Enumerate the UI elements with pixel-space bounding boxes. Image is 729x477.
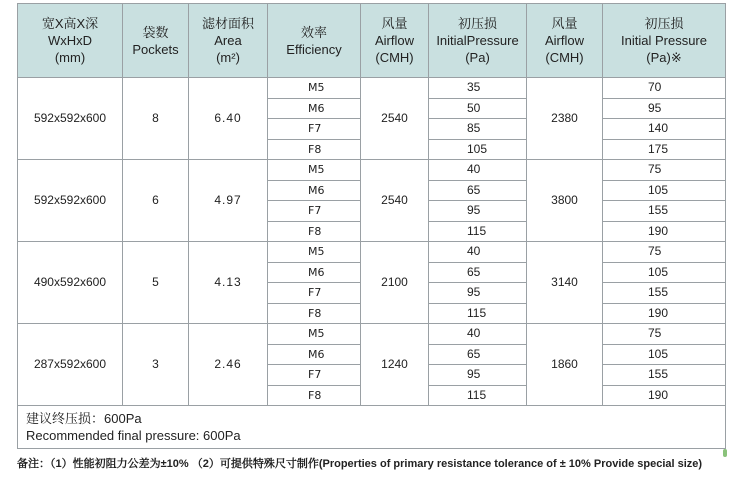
- airflow-cell: 1860: [527, 324, 603, 406]
- efficiency-cell: F7: [268, 201, 361, 222]
- initial-pressure-cell: 65: [429, 262, 527, 283]
- initial-pressure-cell: 190: [603, 303, 726, 324]
- header-line: Pockets: [132, 41, 179, 57]
- initial-pressure-cell: 35: [429, 78, 527, 99]
- pockets-cell: 5: [123, 242, 189, 324]
- initial-pressure-cell: 40: [429, 160, 527, 181]
- initial-pressure-cell: 115: [429, 221, 527, 242]
- footnote: 备注：（1）性能初阻力公差为±10% （2）可提供特殊尺寸制作(Properties of primary resistance tolerance of ± 10% Provide special size): [17, 458, 703, 470]
- col-size-header: [18, 4, 123, 78]
- area-cell: 4.97: [189, 160, 268, 242]
- initial-pressure-cell: 40: [429, 242, 527, 263]
- efficiency-cell: M5: [268, 324, 361, 345]
- size-cell: 490x592x600: [18, 242, 123, 324]
- airflow-cell: 3800: [527, 160, 603, 242]
- table-row: [18, 160, 726, 181]
- recommended-pressure-note: [18, 406, 726, 449]
- pockets-cell: 3: [123, 324, 189, 406]
- note-row: [18, 406, 726, 449]
- size-cell: 592x592x600: [18, 78, 123, 160]
- efficiency-cell: F7: [268, 365, 361, 386]
- col-initial-pressure-2-header: [603, 4, 726, 78]
- airflow-cell: 2540: [361, 160, 429, 242]
- header-line: Airflow: [374, 33, 414, 48]
- efficiency-cell: F8: [268, 385, 361, 406]
- table-row: [18, 324, 726, 345]
- initial-pressure-cell: 95: [429, 201, 527, 222]
- initial-pressure-cell: 65: [429, 344, 527, 365]
- header-line: (CMH): [375, 50, 414, 65]
- area-cell: 4.13: [189, 242, 268, 324]
- initial-pressure-cell: 75: [603, 160, 726, 181]
- initial-pressure-cell: 70: [603, 78, 726, 99]
- note-line-cn: 建议终压损：600Pa: [26, 411, 142, 426]
- header-line: 滤材面积: [201, 16, 254, 31]
- header-line: 宽X高X深: [41, 16, 99, 31]
- col-airflow-2-header: [527, 4, 603, 78]
- table-row: [18, 78, 726, 99]
- filter-spec-table: [17, 3, 726, 449]
- initial-pressure-cell: 155: [603, 201, 726, 222]
- initial-pressure-cell: 65: [429, 180, 527, 201]
- efficiency-cell: M5: [268, 160, 361, 181]
- header-line: (Pa)※: [646, 50, 682, 65]
- initial-pressure-cell: 140: [603, 119, 726, 140]
- size-cell: 287x592x600: [18, 324, 123, 406]
- initial-pressure-cell: 105: [603, 344, 726, 365]
- area-cell: 6.40: [189, 78, 268, 160]
- area-cell: 2.46: [189, 324, 268, 406]
- pockets-cell: 8: [123, 78, 189, 160]
- header-line: (m²): [216, 50, 240, 65]
- header-line: (mm): [54, 50, 86, 65]
- header-line: 初压损: [457, 16, 497, 31]
- airflow-cell: 1240: [361, 324, 429, 406]
- table-body: [18, 78, 726, 406]
- header-line: Initial Pressure: [621, 33, 707, 48]
- header-line: WxHxD: [47, 33, 93, 48]
- initial-pressure-cell: 155: [603, 365, 726, 386]
- initial-pressure-cell: 175: [603, 139, 726, 160]
- header-line: 初压损: [644, 16, 684, 31]
- efficiency-cell: M6: [268, 98, 361, 119]
- note-line-en: Recommended final pressure: 600Pa: [26, 428, 241, 443]
- initial-pressure-cell: 75: [603, 242, 726, 263]
- initial-pressure-cell: 95: [429, 283, 527, 304]
- initial-pressure-cell: 85: [429, 119, 527, 140]
- efficiency-cell: M6: [268, 344, 361, 365]
- col-area-header: [189, 4, 268, 78]
- initial-pressure-cell: 50: [429, 98, 527, 119]
- efficiency-cell: F7: [268, 283, 361, 304]
- header-line: InitialPressure: [436, 33, 519, 48]
- initial-pressure-cell: 105: [603, 180, 726, 201]
- initial-pressure-cell: 115: [429, 303, 527, 324]
- initial-pressure-cell: 155: [603, 283, 726, 304]
- initial-pressure-cell: 190: [603, 385, 726, 406]
- airflow-cell: 3140: [527, 242, 603, 324]
- spec-table: [17, 3, 725, 445]
- header-line: 风量: [551, 16, 578, 31]
- col-airflow-1-header: [361, 4, 429, 78]
- efficiency-cell: F8: [268, 221, 361, 242]
- pockets-cell: 6: [123, 160, 189, 242]
- efficiency-cell: M5: [268, 242, 361, 263]
- header-line: Efficiency: [286, 41, 342, 57]
- header-line: (CMH): [545, 50, 584, 65]
- efficiency-cell: F8: [268, 303, 361, 324]
- header-line: 风量: [381, 16, 408, 31]
- efficiency-cell: M5: [268, 78, 361, 99]
- efficiency-cell: F7: [268, 119, 361, 140]
- airflow-cell: 2380: [527, 78, 603, 160]
- initial-pressure-cell: 190: [603, 221, 726, 242]
- header-line: 袋数: [142, 24, 169, 40]
- airflow-cell: 2100: [361, 242, 429, 324]
- header-row: [18, 4, 726, 78]
- initial-pressure-cell: 95: [603, 98, 726, 119]
- size-cell: 592x592x600: [18, 160, 123, 242]
- efficiency-cell: M6: [268, 180, 361, 201]
- initial-pressure-cell: 105: [429, 139, 527, 160]
- efficiency-cell: M6: [268, 262, 361, 283]
- airflow-cell: 2540: [361, 78, 429, 160]
- header-line: 效率: [300, 24, 327, 40]
- initial-pressure-cell: 40: [429, 324, 527, 345]
- col-initial-pressure-1-header: [429, 4, 527, 78]
- header-line: Area: [214, 33, 242, 48]
- initial-pressure-cell: 75: [603, 324, 726, 345]
- col-efficiency-header: [268, 4, 361, 78]
- header-line: Airflow: [544, 33, 584, 48]
- table-row: [18, 242, 726, 263]
- initial-pressure-cell: 105: [603, 262, 726, 283]
- initial-pressure-cell: 115: [429, 385, 527, 406]
- initial-pressure-cell: 95: [429, 365, 527, 386]
- header-line: (Pa): [465, 50, 490, 65]
- col-pockets-header: [123, 4, 189, 78]
- decorative-mark: [723, 449, 727, 457]
- efficiency-cell: F8: [268, 139, 361, 160]
